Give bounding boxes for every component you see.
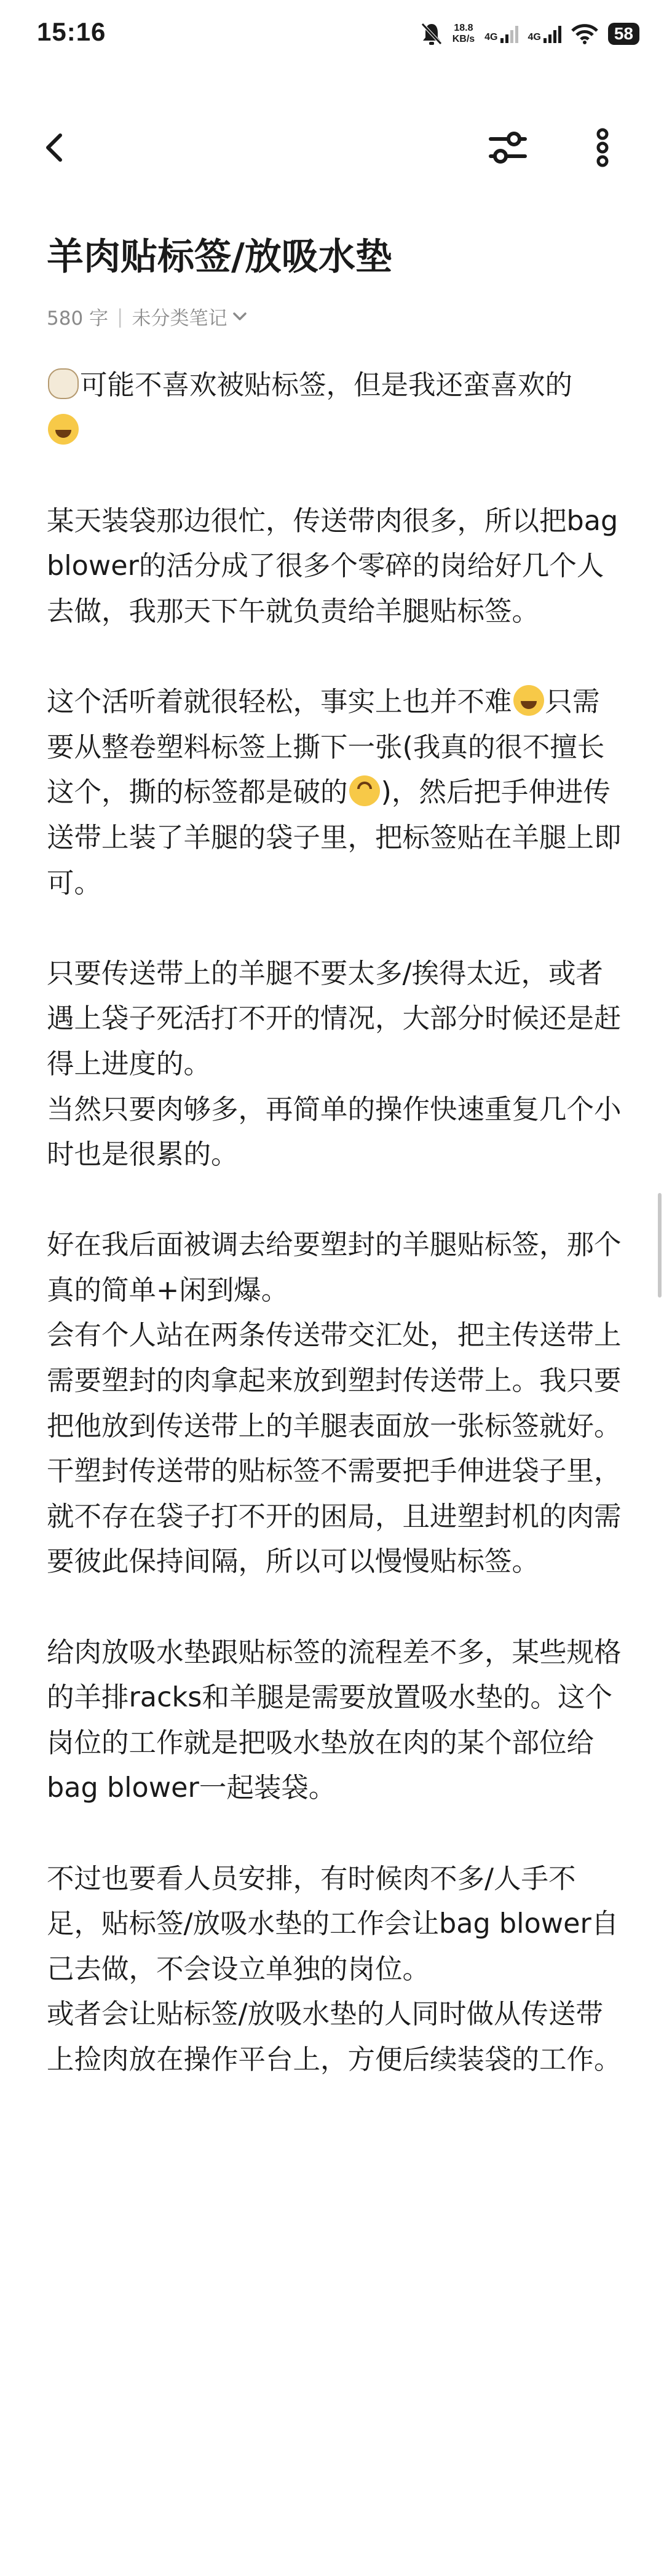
chevron-left-icon — [37, 129, 74, 166]
network-type-1: 4G — [484, 32, 498, 42]
paragraph-4a: 只要传送带上的羊腿不要太多/挨得太近，或者遇上袋子死活打不开的情况，大部分时候还是赶得上进度的。 — [47, 957, 622, 1080]
more-vertical-icon — [584, 125, 621, 170]
paragraph-7b: 或者会让贴标签/放吸水垫的人同时做从传送带上捡肉放在操作平台上，方便后续装袋的工作。 — [47, 1999, 622, 2075]
chevron-down-icon — [232, 311, 248, 323]
scrollbar[interactable] — [658, 1193, 662, 1298]
note-body[interactable] — [47, 363, 625, 2083]
status-icons — [421, 18, 639, 49]
paragraph-7a: 不过也要看人员安排，有时候肉不多/人手不足，贴标签/放吸水垫的工作会让bag blower自己去做，不会设立单独的岗位。 — [47, 1863, 619, 1985]
paragraph-3: 这个活听着就很轻松，事实上也并不难 只需要从整卷塑料标签上撕下一张(我真的很不擅长这个，撕的标签都是破的 )，然后把手伸进传送带上装了羊腿的袋子里，把标签贴在羊腿上即可。 — [47, 686, 622, 899]
signal-bars-icon — [543, 25, 561, 43]
status-bar — [0, 0, 664, 68]
net-speed: 18.8 KB/s — [452, 23, 475, 44]
grinning-sweat-emoji-icon — [513, 685, 544, 716]
paragraph-5a: 好在我后面被调去给要塑封的羊腿贴标签，那个真的简单+闲到爆。 — [47, 1229, 622, 1306]
status-time: 15:16 — [37, 17, 106, 46]
paragraph-2: 某天装袋那边很忙，传送带肉很多，所以把bag blower的活分成了很多个零碎的岗给好几个人去做，我那天下午就负责给羊腿贴标签。 — [47, 505, 619, 627]
category-label: 未分类笔记 — [132, 307, 227, 330]
paragraph-5c: 干塑封传送带的贴标签不需要把手伸进袋子里，就不存在袋子打不开的困局，且进塑封机的肉需要彼此保持间隔，所以可以慢慢贴标签。 — [47, 1456, 622, 1578]
back-button[interactable] — [37, 129, 74, 166]
laughing-tears-emoji-icon — [48, 414, 79, 445]
signal-bars-icon — [500, 25, 518, 43]
paragraph-1: 可能不喜欢被贴标签，但是我还蛮喜欢的 — [47, 363, 625, 453]
paragraph-4b: 当然只要肉够多，再简单的操作快速重复几个小时也是很累的。 — [47, 1093, 622, 1171]
text-format-icon — [486, 125, 530, 170]
word-count: 580 字 — [47, 307, 109, 330]
note-title[interactable]: 羊肉贴标签/放吸水垫 — [47, 236, 392, 279]
meta-divider: | — [117, 305, 124, 328]
upside-down-face-emoji-icon — [349, 775, 380, 806]
paragraph-6: 给肉放吸水垫跟贴标签的流程差不多，某些规格的羊排racks和羊腿是需要放置吸水垫的。这个岗位的工作就是把吸水垫放在肉的某个部位给bag blower一起装袋。 — [47, 1636, 622, 1804]
format-button[interactable] — [486, 125, 530, 170]
mute-bell-icon — [421, 22, 443, 46]
toolbar — [0, 117, 664, 178]
category-selector[interactable] — [132, 303, 248, 330]
paragraph-5b: 会有个人站在两条传送带交汇处，把主传送带上需要塑封的肉拿起来放到塑封传送带上。我只要把他放到传送带上的羊腿表面放一张标签就好。 — [47, 1320, 622, 1442]
network-type-2: 4G — [528, 32, 541, 42]
battery-indicator: 58 — [608, 23, 639, 45]
signal-2 — [528, 25, 561, 43]
more-button[interactable] — [584, 125, 621, 170]
sheep-emoji-icon — [48, 368, 79, 399]
note-meta — [47, 303, 248, 330]
signal-1 — [484, 25, 518, 43]
wifi-icon — [571, 23, 598, 44]
